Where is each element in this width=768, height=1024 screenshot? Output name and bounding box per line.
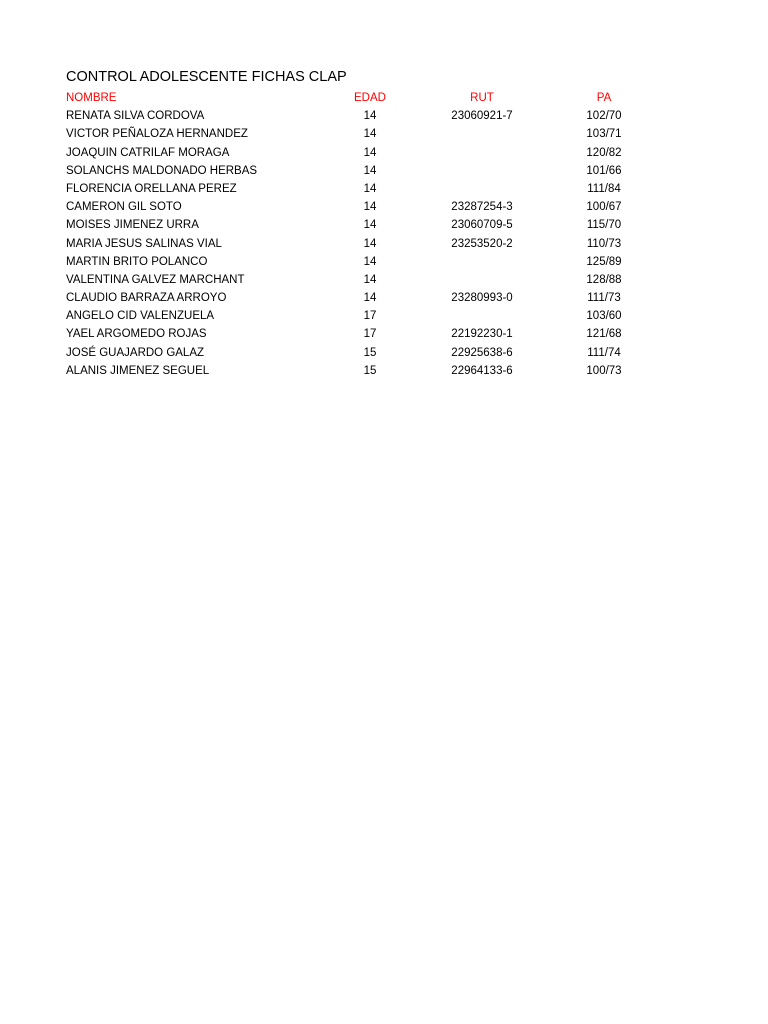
cell-edad: 14 bbox=[363, 292, 377, 305]
cell-pa: 103/60 bbox=[586, 310, 622, 323]
cell-pa: 115/70 bbox=[586, 219, 622, 232]
cell-pa: 120/82 bbox=[586, 146, 622, 159]
cell-edad: 14 bbox=[363, 128, 377, 141]
cell-edad: 14 bbox=[363, 219, 377, 232]
cell-rut: 23287254-3 bbox=[451, 201, 513, 214]
cell-edad: 17 bbox=[363, 328, 377, 341]
table-row bbox=[66, 344, 666, 362]
cell-nombre: YAEL ARGOMEDO ROJAS bbox=[66, 328, 207, 341]
cell-nombre: VALENTINA GALVEZ MARCHANT bbox=[66, 273, 245, 286]
table-header-row bbox=[66, 89, 666, 107]
table-row bbox=[66, 289, 666, 307]
cell-pa: 101/66 bbox=[586, 164, 622, 177]
cell-nombre: ANGELO CID VALENZUELA bbox=[66, 310, 215, 323]
table-row bbox=[66, 198, 666, 216]
page-title: CONTROL ADOLESCENTE FICHAS CLAP bbox=[66, 69, 347, 85]
cell-pa: 128/88 bbox=[586, 273, 622, 286]
table-row bbox=[66, 125, 666, 143]
cell-rut: 22964133-6 bbox=[451, 364, 513, 377]
cell-nombre: RENATA SILVA CORDOVA bbox=[66, 110, 205, 123]
table-row bbox=[66, 144, 666, 162]
cell-edad: 14 bbox=[363, 255, 377, 268]
column-header-edad: EDAD bbox=[354, 92, 386, 104]
patients-table bbox=[66, 89, 666, 380]
table-row bbox=[66, 235, 666, 253]
cell-pa: 103/71 bbox=[586, 128, 622, 141]
cell-edad: 14 bbox=[363, 182, 377, 195]
cell-edad: 14 bbox=[363, 110, 377, 123]
cell-nombre: ALANIS JIMENEZ SEGUEL bbox=[66, 364, 210, 377]
cell-rut: 23060709-5 bbox=[451, 219, 513, 232]
table-row bbox=[66, 216, 666, 234]
cell-pa: 102/70 bbox=[586, 110, 622, 123]
table-row bbox=[66, 307, 666, 325]
cell-nombre: VICTOR PEÑALOZA HERNANDEZ bbox=[66, 128, 248, 141]
cell-edad: 14 bbox=[363, 146, 377, 159]
table-row bbox=[66, 162, 666, 180]
cell-rut: 22925638-6 bbox=[451, 346, 513, 359]
cell-nombre: MOISES JIMENEZ URRA bbox=[66, 219, 199, 232]
cell-edad: 14 bbox=[363, 164, 377, 177]
cell-rut: 23253520-2 bbox=[451, 237, 513, 250]
cell-edad: 15 bbox=[363, 346, 377, 359]
table-row bbox=[66, 325, 666, 343]
table-row bbox=[66, 253, 666, 271]
cell-edad: 14 bbox=[363, 273, 377, 286]
cell-nombre: SOLANCHS MALDONADO HERBAS bbox=[66, 164, 258, 177]
cell-edad: 15 bbox=[363, 364, 377, 377]
column-header-pa: PA bbox=[596, 92, 612, 104]
cell-nombre: CAMERON GIL SOTO bbox=[66, 201, 182, 214]
cell-nombre: JOAQUIN CATRILAF MORAGA bbox=[66, 146, 230, 159]
cell-pa: 111/74 bbox=[587, 346, 621, 359]
cell-rut: 23060921-7 bbox=[451, 110, 513, 123]
cell-edad: 17 bbox=[363, 310, 377, 323]
cell-pa: 111/84 bbox=[587, 182, 621, 195]
cell-pa: 110/73 bbox=[586, 237, 622, 250]
cell-nombre: MARIA JESUS SALINAS VIAL bbox=[66, 237, 222, 250]
cell-edad: 14 bbox=[363, 201, 377, 214]
cell-rut: 23280993-0 bbox=[451, 292, 513, 305]
table-row bbox=[66, 362, 666, 380]
cell-pa: 100/67 bbox=[586, 201, 622, 214]
cell-nombre: FLORENCIA ORELLANA PEREZ bbox=[66, 182, 237, 195]
column-header-nombre: NOMBRE bbox=[66, 92, 117, 104]
cell-edad: 14 bbox=[363, 237, 377, 250]
column-header-rut: RUT bbox=[470, 92, 494, 104]
table-row bbox=[66, 271, 666, 289]
cell-nombre: JOSÉ GUAJARDO GALAZ bbox=[66, 346, 205, 359]
cell-nombre: MARTIN BRITO POLANCO bbox=[66, 255, 208, 268]
cell-rut: 22192230-1 bbox=[451, 328, 513, 341]
table-row bbox=[66, 107, 666, 125]
cell-pa: 111/73 bbox=[587, 292, 621, 305]
table-row bbox=[66, 180, 666, 198]
cell-nombre: CLAUDIO BARRAZA ARROYO bbox=[66, 292, 227, 305]
cell-pa: 121/68 bbox=[586, 328, 622, 341]
cell-pa: 125/89 bbox=[586, 255, 622, 268]
cell-pa: 100/73 bbox=[586, 364, 622, 377]
